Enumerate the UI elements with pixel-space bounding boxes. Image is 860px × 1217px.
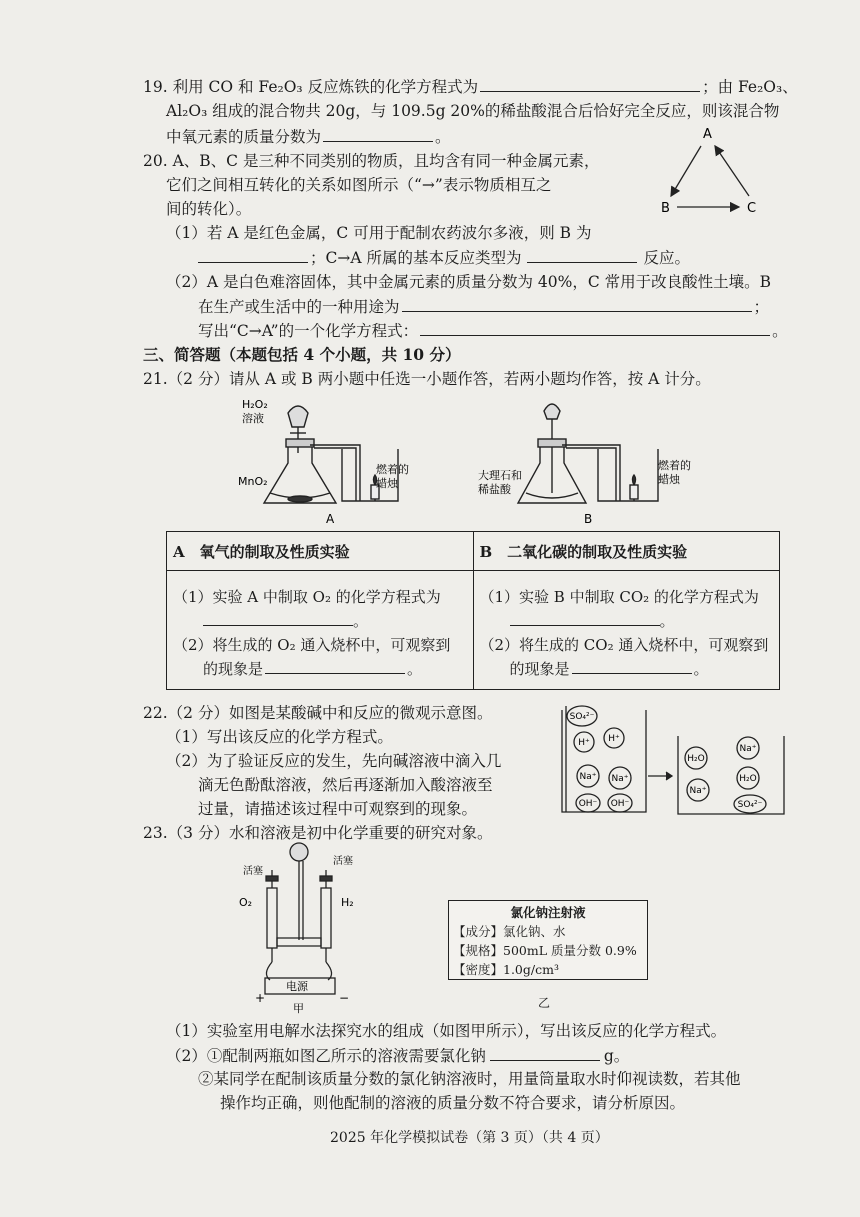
q20-blank-type[interactable] [527,246,637,263]
cell-b-line3-text: 的现象是 [509,660,570,678]
fig-a-catalyst: MnO₂ [238,475,268,488]
table-head-b: B 二氧化碳的制取及性质实验 [473,532,780,571]
ion-na-2: Na⁺ [611,774,629,784]
ion-oh-2: OH⁻ [610,799,630,809]
q23-line1: 23.（3 分）水和溶液是初中化学重要的研究对象。 [143,824,493,842]
cell-a-line3 [173,657,467,681]
cell-b-line3 [480,657,774,681]
cell-b-period1: 。 [659,612,675,630]
node-b: B [661,201,670,216]
q20-blank-b[interactable] [198,246,308,263]
cell-a-line3-text: 的现象是 [203,660,264,678]
q23-p2-end: g。 [603,1047,630,1065]
saline-label-row1: 【成分】氯化钠、水 [453,924,566,939]
q21-figure-a [230,393,440,528]
q23-p1: （1）实验室用电解水法探究水的组成（如图甲所示），写出该反应的化学方程式。 [166,1022,727,1040]
cell-b-line2: （2）将生成的 CO₂ 通入烧杯中，可观察到 [479,636,769,654]
q22-line1: 22.（2 分）如图是某酸碱中和反应的微观示意图。 [143,704,493,722]
node-a: A [703,127,712,142]
page-footer: 2025 年化学模拟试卷（第 3 页）（共 4 页） [330,1130,609,1146]
q20-p2a: （2）A 是白色难溶固体，其中金属元素的质量分数为 40%，C 常用于改良酸性土壤。B [166,273,772,291]
q20-p1a-text: （1）若 A 是红色金属，C 可用于配制农药波尔多液，则 B 为 [166,224,592,242]
q20-p1a [166,222,591,244]
q20-p2b-end: ； [753,298,770,316]
q22-line5: 过量，请描述该过程中可观察到的现象。 [198,800,478,818]
q19-line1 [143,75,798,98]
q19-blank1[interactable] [480,75,700,92]
cell-a-blank1[interactable] [203,609,353,626]
q23-figure-jia [225,840,375,1015]
h2-label: H₂ [341,896,354,909]
cell-b-period2: 。 [693,660,709,678]
q20-line1: 20. A、B、C 是三种不同类别的物质，且均含有同一种金属元素， [143,152,600,170]
saline-label-row3: 【密度】1.0g/cm³ [453,962,559,977]
cell-a-answer1 [173,609,467,633]
fig-a-candle1: 燃着的 [376,463,409,476]
saline-label-title: 氯化钠注射液 [510,905,586,920]
fig-b-caption: B [584,512,593,526]
q19-line3 [166,125,451,148]
stopcock-right-label: 活塞 [333,856,353,867]
ion-so4-right: SO₄²⁻ [737,800,763,810]
q19-text3-end: 。 [435,128,451,146]
fig-a-reagent1: H₂O₂ [242,398,268,411]
q20-blank-use[interactable] [402,295,752,312]
q19-text1-end: ；由 Fe₂O₃、 [702,78,798,96]
q23-blank-nacl[interactable] [490,1044,600,1061]
fig-b-reagent1: 大理石和 [478,469,522,482]
cell-a-blank2[interactable] [265,657,405,674]
q20-line3: 间的转化）。 [166,200,252,218]
power-label: 电源 [286,980,308,993]
q22-line4: 滴无色酚酞溶液，然后再逐渐加入酸溶液至 [198,776,493,794]
q22-micro-diagram [548,698,788,828]
node-c: C [747,201,757,216]
ion-oh-1: OH⁻ [578,799,598,809]
q21-figure-b [470,393,720,528]
stopcock-left-label: 活塞 [243,866,263,877]
q23-p2-text: （2）①配制两瓶如图乙所示的溶液需要氯化钠 [166,1047,486,1065]
q19-text1: 19. 利用 CO 和 Fe₂O₃ 反应炼铁的化学方程式为 [143,78,479,96]
table-cell-a [167,571,474,690]
ion-na-4: Na⁺ [689,786,707,796]
cell-a-period1: 。 [353,612,369,630]
q20-line2: 它们之间相互转化的关系如图所示（“→”表示物质相互之 [166,176,552,194]
cell-b-answer1 [480,609,774,633]
q21-answer-table [166,531,780,690]
q22-line3: （2）为了验证反应的发生，先向碱溶液中滴入几 [166,752,502,770]
fig-yi-caption: 乙 [538,996,551,1010]
cell-a-period2: 。 [407,660,423,678]
q19-blank2[interactable] [323,125,433,142]
saline-label [448,900,648,980]
table-cell-b [473,571,780,690]
cell-b-blank1[interactable] [510,609,660,626]
q23-p2 [166,1044,629,1067]
fig-jia-caption: 甲 [293,1002,304,1015]
fig-b-reagent2: 稀盐酸 [478,483,511,496]
q20-blank-equation[interactable] [420,319,770,336]
ion-h-1: H⁺ [578,738,590,748]
cell-a-line1: （1）实验 A 中制取 O₂ 的化学方程式为 [173,588,441,606]
section3-heading: 三、简答题（本题包括 4 个小题，共 10 分） [143,345,461,364]
ion-na-1: Na⁺ [579,772,597,782]
q20-p2c-text: 写出“C→A”的一个化学方程式： [198,322,419,340]
minus-sign: − [339,991,350,1005]
ion-h-2: H⁺ [608,734,620,744]
fig-a-reagent2: 溶液 [242,412,264,425]
ion-so4-left: SO₄²⁻ [569,712,595,722]
q22-line2: （1）写出该反应的化学方程式。 [166,728,393,746]
arrow-a-b [671,146,701,196]
cell-b-blank2[interactable] [572,657,692,674]
q23-p4: 操作均正确，则他配制的溶液的质量分数不符合要求，请分析原因。 [220,1094,686,1112]
q20-p2c-end: 。 [772,322,788,340]
fig-a-caption: A [326,512,335,526]
fig-b-candle2: 蜡烛 [658,473,680,486]
plus-sign: + [255,991,266,1005]
q19-text3: 中氧元素的质量分数为 [166,128,322,146]
q20-p2c [198,319,788,342]
q20-p2b-text: 在生产或生活中的一种用途为 [198,298,400,316]
q20-p2b [198,295,769,318]
fig-b-candle1: 燃着的 [658,459,691,472]
cell-a-line2: （2）将生成的 O₂ 通入烧杯中，可观察到 [173,636,451,654]
cell-b-line1: （1）实验 B 中制取 CO₂ 的化学方程式为 [479,588,759,606]
arrow-c-a [715,146,749,196]
saline-label-row2: 【规格】500mL 质量分数 0.9% [453,943,637,958]
molecule-h2o-2: H₂O [739,774,757,784]
q23-p3: ②某同学在配制该质量分数的氯化钠溶液时，用量筒量取水时仰视读数，若其他 [198,1070,741,1088]
o2-label: O₂ [239,896,253,909]
q20-p1b-end: 反应。 [643,249,690,267]
q21-line1: 21.（2 分）请从 A 或 B 两小题中任选一小题作答，若两小题均作答，按 A 计分。 [143,370,711,388]
table-head-a: A 氧气的制取及性质实验 [167,532,474,571]
q20-p1b-mid: ；C→A 所属的基本反应类型为 [310,249,522,267]
q20-p1b [198,246,690,269]
ion-na-3: Na⁺ [739,744,757,754]
molecule-h2o-1: H₂O [687,754,705,764]
fig-a-candle2: 蜡烛 [376,477,398,490]
q20-triangle-diagram [655,122,785,222]
q19-line2: Al₂O₃ 组成的混合物共 20g，与 109.5g 20%的稀盐酸混合后恰好完全反应，则该混合物 [166,102,780,120]
